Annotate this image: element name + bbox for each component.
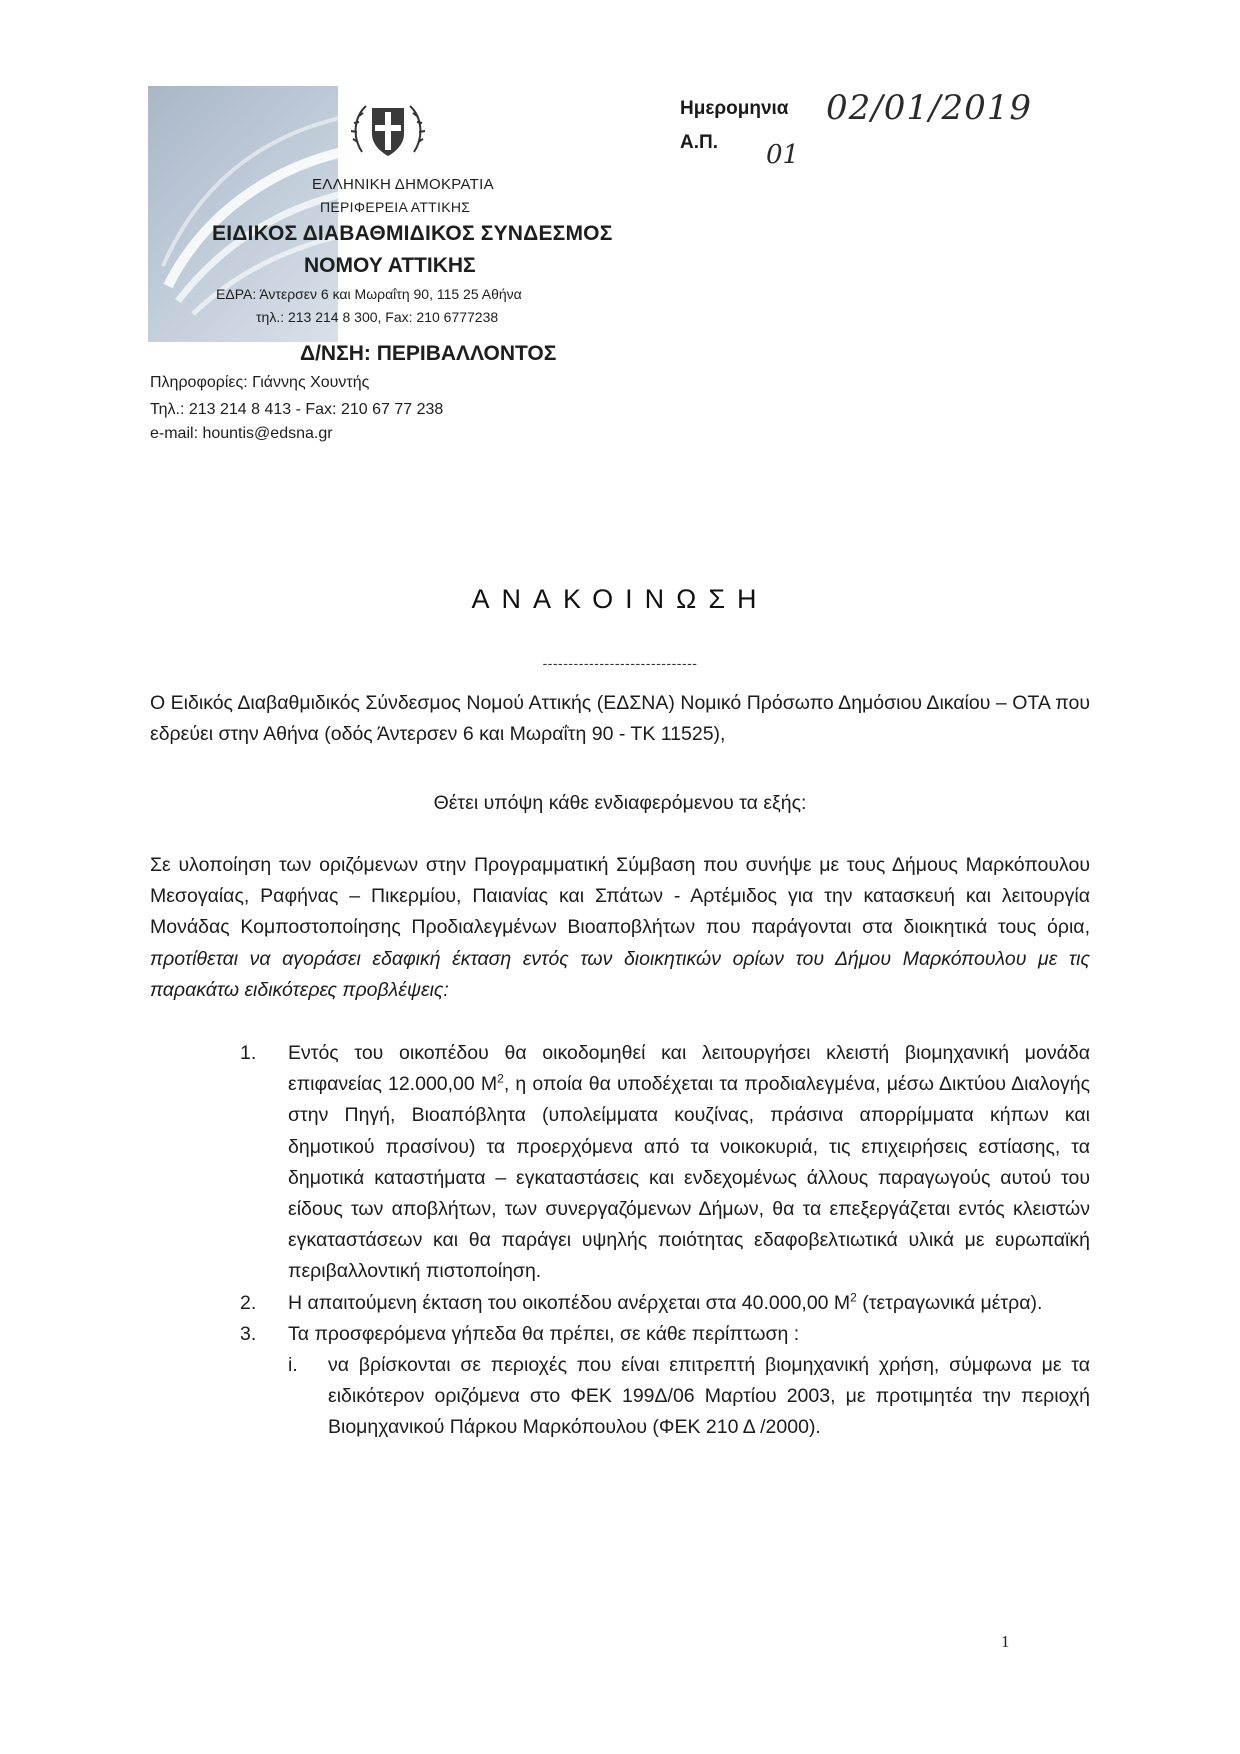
notice-line: Θέτει υπόψη κάθε ενδιαφερόμενου τα εξής: <box>433 792 807 814</box>
list-item <box>240 1288 1090 1319</box>
list-item-text-cont: , η οποία θα υποδέχεται τα προδιαλεγμένα, μέσω Δικτύου Διαλογής στην Πηγή, Βιοαπόβλητα (υπολείμματα κουζίνας, πράσινα απορρίμματα κήπων και δημοτικού πρασίνου) τα προερχόμενα από τα νοικοκυριά, τις επιχειρήσεις εστίασης, τα δημοτικά καταστήματα – εγκαταστάσεις και ενδεχομένως άλλους παραγωγούς αυτού του είδους των αποβλήτων, των συνεργαζόμενων Δήμων, θα τα επεξεργάζεται εντός κλειστών εγκαταστάσεων και θα παράγει υψηλής ποιότητας εδαφοβελτιωτικά υλικά με ευρωπαϊκή περιβαλλοντική πιστοποίηση. <box>288 1073 1090 1283</box>
list-item-number: 3. <box>240 1322 257 1345</box>
main-paragraph-text: Σε υλοποίηση των οριζόμενων στην Προγραμματική Σύμβαση που συνήψε με τους Δήμους Μαρκόπουλου Μεσογαίας, Ραφήνας – Πικερμίου, Παιανίας και Σπάτων - Αρτέμιδος για την κατασκευή και λειτουργία Μονάδας Κομποστοποίησης Προδιαλεγμένων Βιοαποβλήτων που παράγονται στα διοικητικά τους όρια, <box>150 854 1090 939</box>
list-item <box>240 1038 1090 1288</box>
list-item-text-cont: (τετραγωνικά μέτρα). <box>856 1291 1043 1314</box>
sub-list-item-number: i. <box>288 1353 298 1376</box>
greek-coat-of-arms-icon <box>348 92 428 172</box>
letterhead-address: ΕΔΡΑ: Άντερσεν 6 και Μωραΐτη 90, 115 25 Αθήνα <box>216 286 522 302</box>
letterhead-phone: τηλ.: 213 214 8 300, Fax: 210 6777238 <box>256 309 499 325</box>
sub-list-item-text: να βρίσκονται σε περιοχές που είναι επιτρεπτή βιομηχανική χρήση, σύμφωνα με τα ειδικότερον οριζόμενα στο ΦΕΚ 199Δ/06 Μαρτίου 2003, με προτιμητέα την περιοχή Βιομηχανικού Πάρκου Μαρκόπουλου (ΦΕΚ 210 Δ /2000). <box>328 1353 1090 1439</box>
letterhead-organization-line2: ΝΟΜΟΥ ΑΤΤΙΚΗΣ <box>304 254 476 277</box>
main-paragraph <box>150 850 1090 1006</box>
list-item-number: 1. <box>240 1042 257 1064</box>
list-item-text: Τα προσφερόμενα γήπεδα θα πρέπει, σε κάθε περίπτωση : <box>288 1322 800 1345</box>
contact-person: Πληροφορίες: Γιάννης Χουντής <box>150 374 370 391</box>
letterhead-republic: ΕΛΛΗΝΙΚΗ ΔΗΜΟΚΡΑΤΙΑ <box>312 176 494 193</box>
handwritten-protocol-number: 01 <box>766 140 800 170</box>
handwritten-date: 02/01/2019 <box>826 88 1032 128</box>
page-number: 1 <box>1001 1632 1010 1651</box>
document-title: ΑΝΑΚΟΙΝΩΣΗ <box>471 584 769 614</box>
list-item-number: 2. <box>240 1291 257 1314</box>
list-item-text: Εντός του οικοπέδου θα οικοδομηθεί και λειτουργήσει κλειστή βιομηχανική μονάδα επιφανείας 12.000,00 Μ <box>288 1042 1090 1096</box>
intro-paragraph: Ο Ειδικός Διαβαθμιδικός Σύνδεσμος Νομού Αττικής (ΕΔΣΝΑ) Νομικό Πρόσωπο Δημόσιου Δικαίου – ΟΤΑ που εδρεύει στην Αθήνα (οδός Άντερσεν 6 και Μωραΐτη 90 - ΤΚ 11525), <box>150 692 1090 746</box>
contact-phone: Τηλ.: 213 214 8 413 - Fax: 210 67 77 238 <box>150 401 444 418</box>
letterhead-region: ΠΕΡΙΦΕΡΕΙΑ ΑΤΤΙΚΗΣ <box>320 199 471 215</box>
date-label: Ημερομηνια <box>680 98 789 119</box>
main-paragraph-italic: προτίθεται να αγοράσει εδαφική έκταση εντός των διοικητικών ορίων του Δήμου Μαρκόπουλου με τις παρακάτω ειδικότερες προβλέψεις: <box>150 947 1090 1001</box>
superscript: 2 <box>497 1071 504 1086</box>
list-item-text: Η απαιτούμενη έκταση του οικοπέδου ανέρχεται στα 40.000,00 Μ <box>288 1291 851 1314</box>
sub-list-item <box>288 1350 1090 1444</box>
superscript: 2 <box>850 1290 857 1304</box>
provisions-list <box>240 1038 1090 1443</box>
title-separator: ------------------------------ <box>542 655 698 671</box>
protocol-number-label: Α.Π. <box>680 132 718 153</box>
contact-email: e-mail: hountis@edsna.gr <box>150 425 333 442</box>
list-item <box>240 1319 1090 1350</box>
department-heading: Δ/ΝΣΗ: ΠΕΡΙΒΑΛΛΟΝΤΟΣ <box>300 342 557 365</box>
letterhead-organization: ΕΙΔΙΚΟΣ ΔΙΑΒΑΘΜΙΔΙΚΟΣ ΣΥΝΔΕΣΜΟΣ <box>212 222 613 245</box>
